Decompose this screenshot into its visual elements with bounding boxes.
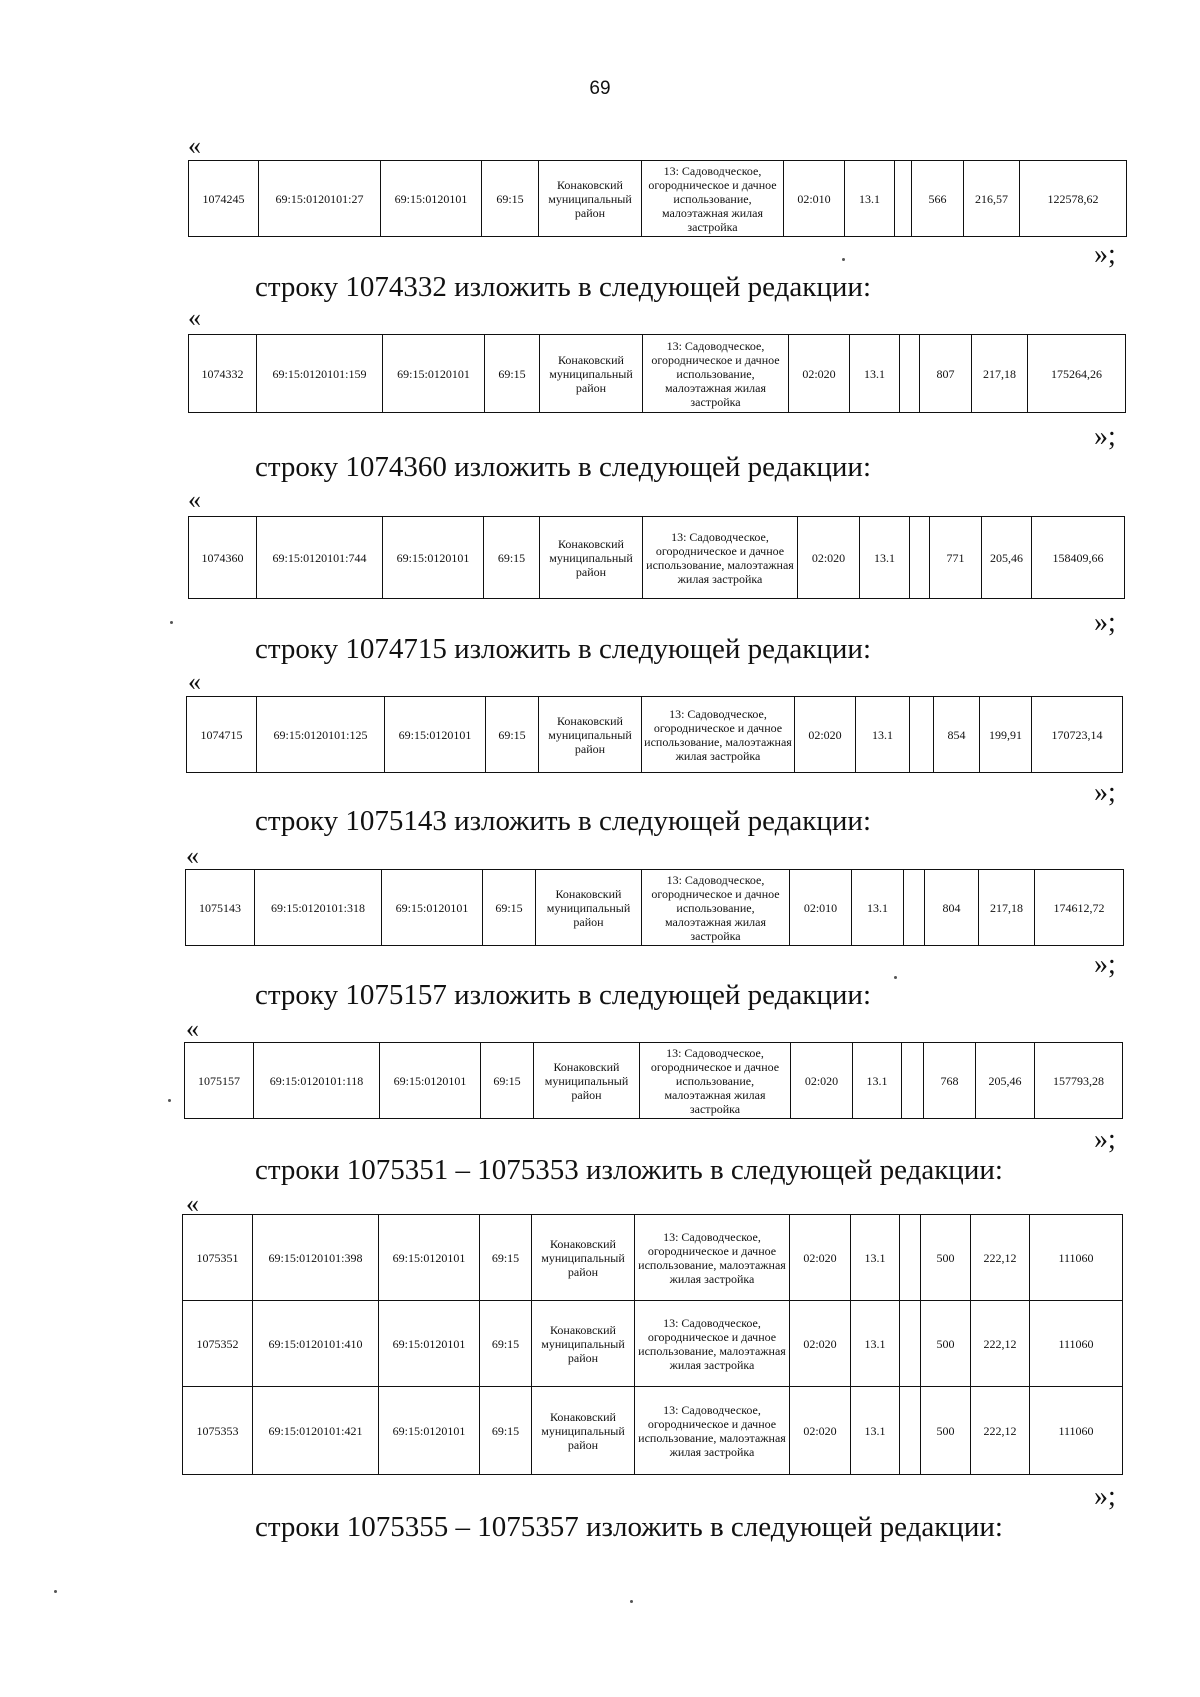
use-code: 02:020 xyxy=(789,335,850,413)
cadastral-quarter: 69:15:0120101 xyxy=(382,870,483,946)
municipality: Конаковский муниципальный район xyxy=(532,1215,635,1301)
empty-cell xyxy=(900,1387,921,1475)
row-number: 1074245 xyxy=(189,161,259,237)
use-code: 02:020 xyxy=(790,1215,851,1301)
cadastral-number: 69:15:0120101:27 xyxy=(259,161,381,237)
open-quote: « xyxy=(188,485,201,514)
instruction-text: строки 1075355 – 1075357 изложить в следующей редакции: xyxy=(255,1511,1003,1543)
municipality: Конаковский муниципальный район xyxy=(532,1301,635,1387)
cadastral-number: 69:15:0120101:744 xyxy=(257,517,383,599)
table-row xyxy=(189,161,1127,237)
cadastral-quarter: 69:15:0120101 xyxy=(383,335,485,413)
data-table xyxy=(188,160,1127,237)
cadastral-number: 69:15:0120101:421 xyxy=(253,1387,379,1475)
municipality: Конаковский муниципальный район xyxy=(540,335,643,413)
area: 807 xyxy=(920,335,972,413)
municipality: Конаковский муниципальный район xyxy=(532,1387,635,1475)
specific-value: 217,18 xyxy=(972,335,1028,413)
specific-value: 222,12 xyxy=(971,1387,1030,1475)
empty-cell xyxy=(910,697,934,773)
data-table xyxy=(188,516,1125,599)
specific-value: 216,57 xyxy=(964,161,1020,237)
use-code: 02:020 xyxy=(790,1301,851,1387)
data-table xyxy=(182,1214,1123,1475)
instruction-text: строку 1075143 изложить в следующей редакции: xyxy=(255,805,871,837)
cadastral-district: 69:15 xyxy=(482,161,539,237)
area: 771 xyxy=(930,517,982,599)
land-use: 13: Садоводческое, огородническое и дачное использование, малоэтажная жилая застройка xyxy=(642,161,784,237)
group-code: 13.1 xyxy=(853,1043,902,1119)
cadastral-quarter: 69:15:0120101 xyxy=(380,1043,481,1119)
scan-speck xyxy=(894,976,897,979)
instruction-text: строку 1075157 изложить в следующей редакции: xyxy=(255,979,871,1011)
specific-value: 199,91 xyxy=(980,697,1032,773)
cadastral-number: 69:15:0120101:410 xyxy=(253,1301,379,1387)
land-use: 13: Садоводческое, огородническое и дачное использование, малоэтажная жилая застройка xyxy=(642,870,790,946)
table-row xyxy=(183,1301,1123,1387)
area: 566 xyxy=(912,161,964,237)
cadastral-district: 69:15 xyxy=(486,697,539,773)
table-row xyxy=(185,1043,1123,1119)
cadastral-value: 174612,72 xyxy=(1035,870,1124,946)
area: 500 xyxy=(921,1301,971,1387)
cadastral-district: 69:15 xyxy=(481,1043,534,1119)
land-use: 13: Садоводческое, огородническое и дачное использование, малоэтажная жилая застройка xyxy=(642,697,795,773)
cadastral-number: 69:15:0120101:318 xyxy=(255,870,382,946)
cadastral-number: 69:15:0120101:398 xyxy=(253,1215,379,1301)
close-quote: »; xyxy=(1094,1124,1116,1155)
cadastral-value: 111060 xyxy=(1030,1215,1123,1301)
land-use: 13: Садоводческое, огородническое и дачное использование, малоэтажная жилая застройка xyxy=(635,1215,790,1301)
group-code: 13.1 xyxy=(851,1215,900,1301)
group-code: 13.1 xyxy=(860,517,910,599)
area: 500 xyxy=(921,1215,971,1301)
cadastral-value: 111060 xyxy=(1030,1387,1123,1475)
table-row xyxy=(183,1215,1123,1301)
empty-cell xyxy=(900,1215,921,1301)
area: 804 xyxy=(925,870,979,946)
cadastral-quarter: 69:15:0120101 xyxy=(379,1387,480,1475)
group-code: 13.1 xyxy=(850,335,900,413)
empty-cell xyxy=(904,870,925,946)
scan-speck xyxy=(842,258,845,261)
close-quote: »; xyxy=(1094,949,1116,980)
municipality: Конаковский муниципальный район xyxy=(536,870,642,946)
group-code: 13.1 xyxy=(856,697,910,773)
cadastral-district: 69:15 xyxy=(480,1387,532,1475)
close-quote: »; xyxy=(1094,607,1116,638)
row-number: 1075157 xyxy=(185,1043,254,1119)
cadastral-quarter: 69:15:0120101 xyxy=(385,697,486,773)
use-code: 02:020 xyxy=(798,517,860,599)
open-quote: « xyxy=(188,131,201,160)
specific-value: 217,18 xyxy=(979,870,1035,946)
cadastral-quarter: 69:15:0120101 xyxy=(379,1301,480,1387)
empty-cell xyxy=(910,517,930,599)
cadastral-quarter: 69:15:0120101 xyxy=(381,161,482,237)
cadastral-number: 69:15:0120101:118 xyxy=(254,1043,380,1119)
scan-speck xyxy=(630,1600,633,1603)
scan-speck xyxy=(170,621,173,624)
close-quote: »; xyxy=(1094,239,1116,270)
use-code: 02:010 xyxy=(784,161,845,237)
empty-cell xyxy=(900,335,920,413)
cadastral-value: 170723,14 xyxy=(1032,697,1123,773)
land-use: 13: Садоводческое, огородническое и дачное использование, малоэтажная жилая застройка xyxy=(640,1043,791,1119)
scan-speck xyxy=(54,1590,57,1593)
cadastral-value: 175264,26 xyxy=(1028,335,1126,413)
cadastral-district: 69:15 xyxy=(480,1301,532,1387)
land-use: 13: Садоводческое, огородническое и дачное использование, малоэтажная жилая застройка xyxy=(643,335,789,413)
open-quote: « xyxy=(188,303,201,332)
instruction-text: строку 1074715 изложить в следующей редакции: xyxy=(255,633,871,665)
row-number: 1074715 xyxy=(187,697,257,773)
table-row xyxy=(189,517,1125,599)
page-number: 69 xyxy=(589,78,611,99)
table-row xyxy=(187,697,1123,773)
specific-value: 222,12 xyxy=(971,1215,1030,1301)
close-quote: »; xyxy=(1094,421,1116,452)
cadastral-value: 111060 xyxy=(1030,1301,1123,1387)
table-row xyxy=(189,335,1126,413)
row-number: 1074360 xyxy=(189,517,257,599)
area: 768 xyxy=(924,1043,976,1119)
use-code: 02:020 xyxy=(790,1387,851,1475)
cadastral-quarter: 69:15:0120101 xyxy=(379,1215,480,1301)
municipality: Конаковский муниципальный район xyxy=(539,161,642,237)
data-table xyxy=(184,1042,1123,1119)
row-number: 1074332 xyxy=(189,335,257,413)
cadastral-district: 69:15 xyxy=(480,1215,532,1301)
specific-value: 205,46 xyxy=(976,1043,1035,1119)
municipality: Конаковский муниципальный район xyxy=(539,697,642,773)
table-row xyxy=(186,870,1124,946)
land-use: 13: Садоводческое, огородническое и дачное использование, малоэтажная жилая застройка xyxy=(643,517,798,599)
specific-value: 222,12 xyxy=(971,1301,1030,1387)
area: 500 xyxy=(921,1387,971,1475)
cadastral-district: 69:15 xyxy=(483,870,536,946)
area: 854 xyxy=(934,697,980,773)
open-quote: « xyxy=(186,1014,199,1043)
instruction-text: строку 1074332 изложить в следующей редакции: xyxy=(255,271,871,303)
group-code: 13.1 xyxy=(852,870,904,946)
use-code: 02:020 xyxy=(791,1043,853,1119)
row-number: 1075352 xyxy=(183,1301,253,1387)
municipality: Конаковский муниципальный район xyxy=(534,1043,640,1119)
cadastral-value: 157793,28 xyxy=(1035,1043,1123,1119)
scan-speck xyxy=(168,1099,171,1102)
group-code: 13.1 xyxy=(851,1301,900,1387)
cadastral-number: 69:15:0120101:125 xyxy=(257,697,385,773)
cadastral-number: 69:15:0120101:159 xyxy=(257,335,383,413)
municipality: Конаковский муниципальный район xyxy=(540,517,643,599)
data-table xyxy=(186,696,1123,773)
empty-cell xyxy=(902,1043,924,1119)
row-number: 1075351 xyxy=(183,1215,253,1301)
empty-cell xyxy=(900,1301,921,1387)
empty-cell xyxy=(895,161,912,237)
group-code: 13.1 xyxy=(845,161,895,237)
row-number: 1075353 xyxy=(183,1387,253,1475)
instruction-text: строку 1074360 изложить в следующей редакции: xyxy=(255,451,871,483)
specific-value: 205,46 xyxy=(982,517,1032,599)
open-quote: « xyxy=(186,1189,199,1218)
use-code: 02:020 xyxy=(795,697,856,773)
instruction-text: строки 1075351 – 1075353 изложить в следующей редакции: xyxy=(255,1154,1003,1186)
close-quote: »; xyxy=(1094,777,1116,808)
open-quote: « xyxy=(188,667,201,696)
land-use: 13: Садоводческое, огородническое и дачное использование, малоэтажная жилая застройка xyxy=(635,1301,790,1387)
cadastral-value: 158409,66 xyxy=(1032,517,1125,599)
data-table xyxy=(185,869,1124,946)
group-code: 13.1 xyxy=(851,1387,900,1475)
cadastral-district: 69:15 xyxy=(485,335,540,413)
data-table xyxy=(188,334,1126,413)
close-quote: »; xyxy=(1094,1481,1116,1512)
open-quote: « xyxy=(186,841,199,870)
cadastral-value: 122578,62 xyxy=(1020,161,1127,237)
land-use: 13: Садоводческое, огородническое и дачное использование, малоэтажная жилая застройка xyxy=(635,1387,790,1475)
cadastral-district: 69:15 xyxy=(484,517,540,599)
table-row xyxy=(183,1387,1123,1475)
row-number: 1075143 xyxy=(186,870,255,946)
cadastral-quarter: 69:15:0120101 xyxy=(383,517,484,599)
use-code: 02:010 xyxy=(790,870,852,946)
